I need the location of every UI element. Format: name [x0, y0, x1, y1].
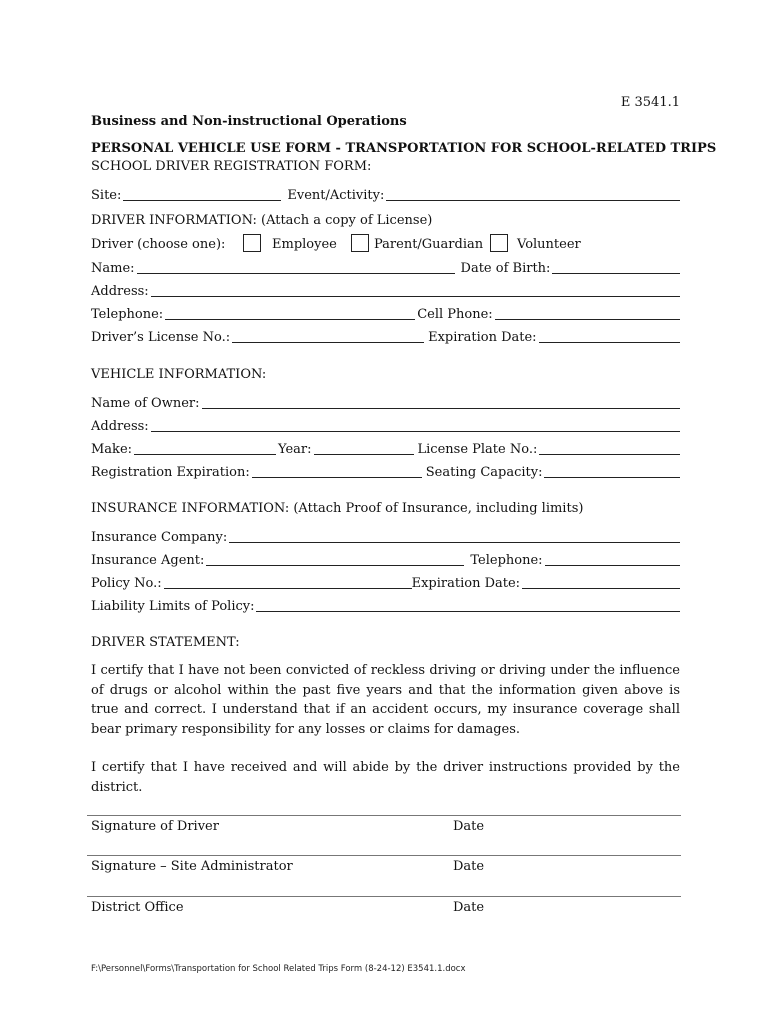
cell-phone-label: Cell Phone:	[417, 307, 493, 322]
district-office-label: District Office	[91, 900, 184, 915]
insurance-company-label: Insurance Company:	[91, 530, 228, 545]
form-subtitle: SCHOOL DRIVER REGISTRATION FORM:	[91, 159, 372, 174]
driver-info-heading: DRIVER INFORMATION: (Attach a copy of License)	[91, 213, 433, 228]
file-path-footer: F:\Personnel\Forms\Transportation for School Related Trips Form (8-24-12) E3541.1.docx	[91, 964, 466, 974]
cell-phone-field[interactable]	[495, 319, 680, 320]
insurance-telephone-field[interactable]	[545, 565, 680, 566]
insurance-agent-label: Insurance Agent:	[91, 553, 205, 568]
year-label: Year:	[278, 442, 312, 457]
insurance-agent-row	[91, 550, 680, 568]
vehicle-info-heading: VEHICLE INFORMATION:	[91, 367, 267, 382]
form-page	[91, 0, 717, 1024]
make-label: Make:	[91, 442, 133, 457]
policy-row	[91, 573, 680, 591]
registration-field[interactable]	[252, 477, 422, 478]
employee-checkbox[interactable]	[243, 234, 261, 252]
admin-signature-line[interactable]	[87, 855, 681, 856]
license-row	[91, 327, 680, 345]
liability-label: Liability Limits of Policy:	[91, 599, 255, 614]
name-field[interactable]	[137, 273, 455, 274]
site-label: Site:	[91, 188, 122, 203]
driver-address-field[interactable]	[151, 296, 680, 297]
driver-statement-heading: DRIVER STATEMENT:	[91, 635, 240, 650]
insurance-telephone-label: Telephone:	[470, 553, 543, 568]
parent-guardian-checkbox[interactable]	[351, 234, 369, 252]
vehicle-address-label: Address:	[91, 419, 149, 434]
owner-field[interactable]	[202, 408, 681, 409]
district-signature-line[interactable]	[87, 896, 681, 897]
year-field[interactable]	[314, 454, 414, 455]
registration-row	[91, 462, 680, 480]
plate-label: License Plate No.:	[417, 442, 538, 457]
event-field[interactable]	[386, 200, 680, 201]
admin-date-label: Date	[453, 859, 485, 874]
driver-address-label: Address:	[91, 284, 149, 299]
owner-label: Name of Owner:	[91, 396, 200, 411]
license-expiration-label: Expiration Date:	[428, 330, 537, 345]
site-field[interactable]	[123, 200, 281, 201]
site-row	[91, 185, 680, 203]
category-heading: Business and Non-instructional Operations	[91, 114, 407, 129]
insurance-info-heading: INSURANCE INFORMATION: (Attach Proof of Insurance, including limits)	[91, 501, 584, 516]
statement-paragraph-1: I certify that I have not been convicted of reckless driving or driving under the influence of drugs or alcohol within the past five years and that the information given above is true and correct. I understand that if an accident occurs, my insurance coverage shall bear primary responsibility for any losses or claims for damages.	[91, 663, 680, 737]
parent-guardian-label: Parent/Guardian	[374, 237, 484, 252]
telephone-row	[91, 304, 680, 322]
name-row	[91, 258, 680, 276]
employee-label: Employee	[272, 237, 337, 252]
license-expiration-field[interactable]	[539, 342, 680, 343]
policy-field[interactable]	[164, 588, 412, 589]
admin-signature-label: Signature – Site Administrator	[91, 859, 293, 874]
plate-field[interactable]	[539, 454, 680, 455]
name-label: Name:	[91, 261, 135, 276]
liability-field[interactable]	[256, 611, 680, 612]
insurance-company-row	[91, 527, 680, 545]
district-date-label: Date	[453, 900, 485, 915]
license-label: Driver’s License No.:	[91, 330, 231, 345]
volunteer-label: Volunteer	[517, 237, 581, 252]
telephone-label: Telephone:	[91, 307, 164, 322]
form-code: E 3541.1	[620, 95, 680, 110]
insurance-agent-field[interactable]	[206, 565, 464, 566]
insurance-company-field[interactable]	[229, 542, 680, 543]
license-field[interactable]	[232, 342, 424, 343]
make-row	[91, 439, 680, 457]
statement-paragraph-2: I certify that I have received and will abide by the driver instructions provided by the district.	[91, 760, 680, 795]
driver-signature-label: Signature of Driver	[91, 819, 219, 834]
driver-type-row	[91, 234, 680, 254]
liability-row	[91, 596, 680, 614]
seating-label: Seating Capacity:	[425, 465, 543, 480]
dob-label: Date of Birth:	[460, 261, 551, 276]
registration-label: Registration Expiration:	[91, 465, 250, 480]
telephone-field[interactable]	[165, 319, 415, 320]
driver-signature-line[interactable]	[87, 815, 681, 816]
dob-field[interactable]	[552, 273, 680, 274]
policy-expiration-label: Expiration Date:	[411, 576, 521, 591]
driver-type-label: Driver (choose one):	[91, 237, 226, 252]
driver-date-label: Date	[453, 819, 485, 834]
policy-label: Policy No.:	[91, 576, 162, 591]
form-title: PERSONAL VEHICLE USE FORM - TRANSPORTATION FOR SCHOOL-RELATED TRIPS	[91, 141, 717, 156]
volunteer-checkbox[interactable]	[490, 234, 508, 252]
vehicle-address-field[interactable]	[151, 431, 680, 432]
policy-expiration-field[interactable]	[522, 588, 680, 589]
vehicle-address-row	[91, 416, 680, 434]
make-field[interactable]	[134, 454, 276, 455]
owner-row	[91, 393, 680, 411]
event-label: Event/Activity:	[287, 188, 385, 203]
driver-address-row	[91, 281, 680, 299]
seating-field[interactable]	[544, 477, 680, 478]
